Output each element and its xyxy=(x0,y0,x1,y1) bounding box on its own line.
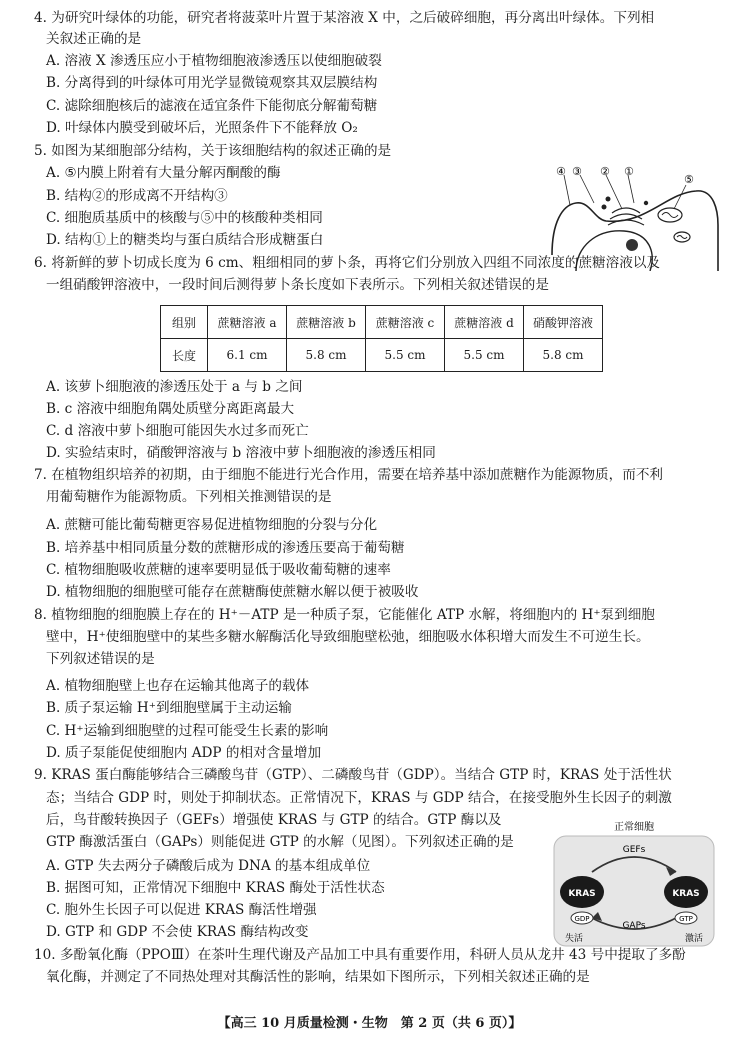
gefs-label: GEFs xyxy=(622,845,646,855)
leader-line xyxy=(580,175,594,203)
figure-title: 正常细胞 xyxy=(614,822,654,833)
q8-option-b: B. 质子泵运输 H⁺到细胞壁属于主动运输 xyxy=(46,700,292,716)
q10-stem-cont: 氧化酶，并测定了不同热处理对其酶活性的影响，结果如下图所示，下列相关叙述正确的是 xyxy=(46,969,590,985)
q5-option-b: B. 结构②的形成离不开结构③ xyxy=(46,188,228,204)
q7-stem-cont: 用葡萄糖作为能源物质。下列相关推测错误的是 xyxy=(46,489,332,505)
q8-stem-cont: 下列叙述错误的是 xyxy=(46,651,155,667)
vesicle xyxy=(606,197,611,202)
table-cell: 长度 xyxy=(161,339,208,372)
gdp-label: GDP xyxy=(574,915,590,923)
leader-line xyxy=(606,175,622,209)
q5-stem: 5. 如图为某细胞部分结构，关于该细胞结构的叙述正确的是 xyxy=(34,143,392,159)
table-header-cell: 蔗糖溶液 b xyxy=(287,306,366,339)
q8-stem-cont: 壁中，H⁺使细胞壁中的某些多糖水解酶活化导致细胞壁松弛，细胞吸水体积增大而发生不可逆生长。 xyxy=(46,629,650,645)
q5-option-a: A. ⑤内膜上附着有大量分解丙酮酸的酶 xyxy=(46,165,281,181)
table-header-cell: 蔗糖溶液 c xyxy=(366,306,445,339)
q4-option-d: D. 叶绿体内膜受到破坏后，光照条件下不能释放 O₂ xyxy=(46,120,358,136)
q4-stem: 4. 为研究叶绿体的功能，研究者将菠菜叶片置于某溶液 X 中，之后破碎细胞，再分离出叶绿体。下列相 xyxy=(34,10,655,26)
mitochondrion-cristae xyxy=(677,236,687,239)
label-5: ⑤ xyxy=(684,173,694,186)
q8-option-a: A. 植物细胞壁上也存在运输其他离子的载体 xyxy=(46,678,310,694)
leader-line xyxy=(628,175,634,203)
q7-option-c: C. 植物细胞吸收蔗糖的速率要明显低于吸收葡萄糖的速率 xyxy=(46,562,391,578)
table-header-cell: 组别 xyxy=(161,306,208,339)
golgi-stack xyxy=(610,214,642,219)
label-1: ① xyxy=(624,165,634,178)
q6-option-c: C. d 溶液中萝卜细胞可能因失水过多而死亡 xyxy=(46,423,309,439)
q6-results-table xyxy=(160,305,603,372)
q4-option-c: C. 滤除细胞核后的滤液在适宜条件下能彻底分解葡萄糖 xyxy=(46,98,378,114)
q9-stem-cont: GTP 酶激活蛋白（GAPs）则能促进 GTP 的水解（见图）。下列叙述正确的是 xyxy=(46,834,514,850)
nucleolus xyxy=(626,239,638,251)
q4-option-a: A. 溶液 X 渗透压应小于植物细胞液渗透压以使细胞破裂 xyxy=(46,53,382,69)
q5-option-c: C. 细胞质基质中的核酸与⑤中的核酸种类相同 xyxy=(46,210,323,226)
table-cell: 5.8 cm xyxy=(287,339,366,372)
q8-stem: 8. 植物细胞的细胞膜上存在的 H⁺－ATP 是一种质子泵，它能催化 ATP 水解，将细胞内的 H⁺泵到细胞 xyxy=(34,607,655,623)
vesicle xyxy=(644,201,648,205)
table-header-cell: 蔗糖溶液 d xyxy=(445,306,524,339)
q9-option-d: D. GTP 和 GDP 不会使 KRAS 酶结构改变 xyxy=(46,924,309,940)
table-cell: 6.1 cm xyxy=(208,339,287,372)
q6-stem-cont: 一组硝酸钾溶液中，一段时间后测得萝卜条长度如下表所示。下列相关叙述错误的是 xyxy=(46,277,549,293)
q4-stem-cont: 关叙述正确的是 xyxy=(46,31,142,47)
label-3: ③ xyxy=(572,165,582,178)
q7-stem: 7. 在植物组织培养的初期，由于细胞不能进行光合作用，需要在培养基中添加蔗糖作为能源物质，而不利 xyxy=(34,467,664,483)
q9-stem: 9. KRAS 蛋白酶能够结合三磷酸鸟苷（GTP）、二磷酸鸟苷（GDP）。当结合 GTP 时，KRAS 处于活性状 xyxy=(34,767,672,783)
q6-option-d: D. 实验结束时，硝酸钾溶液与 b 溶液中萝卜细胞液的渗透压相同 xyxy=(46,445,436,461)
q6-option-b: B. c 溶液中细胞角隅处质壁分离距离最大 xyxy=(46,401,295,417)
table-header-cell: 硝酸钾溶液 xyxy=(524,306,603,339)
table-header-cell: 蔗糖溶液 a xyxy=(208,306,287,339)
q9-stem-cont: 态；当结合 GDP 时，则处于抑制状态。正常情况下，KRAS 与 GDP 结合，在接受胞外生长因子的刺激 xyxy=(46,790,672,806)
q7-option-a: A. 蔗糖可能比葡萄糖更容易促进植物细胞的分裂与分化 xyxy=(46,517,378,533)
q6-option-a: A. 该萝卜细胞液的渗透压处于 a 与 b 之间 xyxy=(46,379,303,395)
label-4: ④ xyxy=(556,165,566,178)
mitochondrion-cristae xyxy=(662,213,678,218)
q7-option-d: D. 植物细胞的细胞壁可能存在蔗糖酶使蔗糖水解以便于被吸收 xyxy=(46,584,419,600)
q10-stem: 10. 多酚氧化酶（PPOⅢ）在茶叶生理代谢及产品加工中具有重要作用，科研人员从龙井 43 号中提取了多酚 xyxy=(34,947,686,963)
table-cell: 5.8 cm xyxy=(524,339,603,372)
inactive-state-label: 失活 xyxy=(564,934,584,944)
q8-option-d: D. 质子泵能促使细胞内 ADP 的相对含量增加 xyxy=(46,745,322,761)
label-2: ② xyxy=(600,165,610,178)
kras-label: KRAS xyxy=(672,889,700,899)
q6-stem: 6. 将新鲜的萝卜切成长度为 6 cm、粗细相同的萝卜条，再将它们分别放入四组不同浓度的蔗糖溶液以及 xyxy=(34,255,661,271)
active-state-label: 激活 xyxy=(684,934,704,944)
q8-option-c: C. H⁺运输到细胞壁的过程可能受生长素的影响 xyxy=(46,723,329,739)
q9-stem-cont: 后，鸟苷酸转换因子（GEFs）增强使 KRAS 与 GTP 的结合。GTP 酶以及 xyxy=(46,812,502,828)
gtp-label: GTP xyxy=(679,915,693,923)
table-cell: 5.5 cm xyxy=(366,339,445,372)
kras-label: KRAS xyxy=(568,889,596,899)
q4-option-b: B. 分离得到的叶绿体可用光学显微镜观察其双层膜结构 xyxy=(46,75,378,91)
kras-cycle-figure xyxy=(552,820,716,948)
table-row xyxy=(161,306,603,339)
table-row xyxy=(161,339,603,372)
q5-option-d: D. 结构①上的糖类均与蛋白质结合形成糖蛋白 xyxy=(46,232,324,248)
q9-option-b: B. 据图可知，正常情况下细胞中 KRAS 酶处于活性状态 xyxy=(46,880,385,896)
gaps-label: GAPs xyxy=(622,921,646,931)
q9-option-c: C. 胞外生长因子可以促进 KRAS 酶活性增强 xyxy=(46,902,317,918)
vesicle xyxy=(602,205,607,210)
q7-option-b: B. 培养基中相同质量分数的蔗糖形成的渗透压要高于葡萄糖 xyxy=(46,540,405,556)
leader-line xyxy=(564,175,570,205)
page-footer: 【高三 10 月质量检测・生物 第 2 页（共 6 页）】 xyxy=(217,1016,522,1031)
golgi-apparatus xyxy=(612,208,640,213)
table-cell: 5.5 cm xyxy=(445,339,524,372)
q9-option-a: A. GTP 失去两分子磷酸后成为 DNA 的基本组成单位 xyxy=(46,858,371,874)
